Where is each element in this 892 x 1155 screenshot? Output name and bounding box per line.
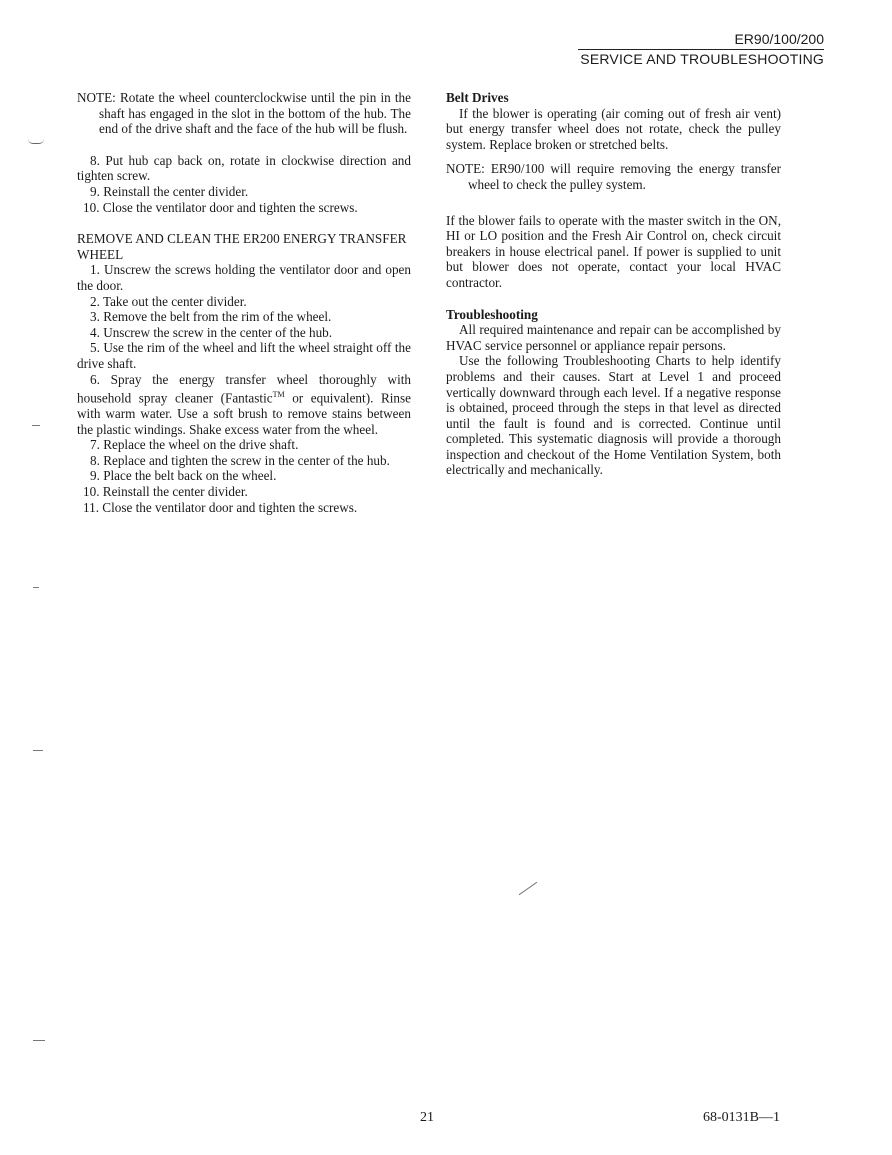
page-number: 21 — [420, 1110, 434, 1125]
step6-text-start: 6. Spray the energy transfer wheel thoroughly with household spray cleaner (Fantastic — [77, 371, 411, 406]
step-close-door: 10. Close the ventilator door and tighten the screws. — [83, 199, 358, 215]
paragraph-blower-fails: If the blower fails to operate with the master switch in the ON, HI or LO position and the Fresh Air Control on, check circuit breakers in house electrical panel. If power is supplied to unit but blower does not operate, contact your local HVAC contractor. — [446, 212, 781, 290]
step-list-item: 1. Unscrew the screws holding the ventilator door and open the door. — [77, 262, 411, 293]
step-list-item: 10. Reinstall the center divider. — [83, 484, 248, 500]
paragraph-belt-drives: If the blower is operating (air coming out of fresh air vent) but energy transfer wheel does not rotate, check the pulley system. Replace broken or stretched belts. — [446, 105, 781, 152]
trademark-symbol: TM — [272, 390, 285, 400]
scan-mark — [33, 1040, 45, 1041]
step-list-item: 2. Take out the center divider. — [90, 293, 247, 309]
header-model: ER90/100/200 — [734, 31, 824, 47]
step-list-item: 4. Unscrew the screw in the center of the hub. — [90, 324, 333, 340]
section-title-er200: REMOVE AND CLEAN THE ER200 ENERGY TRANSFER WHEEL — [77, 231, 407, 262]
step-spray-wheel — [77, 372, 411, 438]
step-list-item: 7. Replace the wheel on the drive shaft. — [90, 437, 299, 453]
scan-mark — [519, 882, 538, 895]
step6-text-end: or equivalent). Rinse with warm water. Use a soft brush to remove stains between the plastic windings. Shake excess water from the wheel. — [77, 390, 412, 437]
paragraph-service-personnel: All required maintenance and repair can be accomplished by HVAC service personnel or appliance repair persons. — [446, 322, 781, 353]
document-number: 68-0131B—1 — [703, 1110, 780, 1125]
paragraph-troubleshooting-charts: Use the following Troubleshooting Charts to help identify problems and their causes. Start at Level 1 and proceed vertically downward through each level. If a negative response is obtained, proceed through the steps in that level as directed until the fault is found and is corrected. Continue until completed. This systematic diagnosis will provide a thorough inspection and checkout of the Home Ventilation System, both electrically and mechanically. — [446, 353, 781, 478]
scan-mark — [33, 750, 43, 751]
step-hub-cap: 8. Put hub cap back on, rotate in clockwise direction and tighten screw. — [77, 152, 411, 184]
step-list-item: 5. Use the rim of the wheel and lift the wheel straight off the drive shaft. — [77, 340, 411, 371]
right-column — [446, 90, 781, 478]
scan-mark — [28, 139, 44, 144]
step-list-item: 9. Place the belt back on the wheel. — [90, 468, 277, 484]
heading-troubleshooting: Troubleshooting — [446, 306, 538, 322]
left-column — [77, 90, 411, 515]
header-rule — [578, 49, 824, 50]
step-reinstall-divider: 9. Reinstall the center divider. — [90, 183, 249, 199]
heading-belt-drives: Belt Drives — [446, 90, 509, 105]
step-list-item: 11. Close the ventilator door and tighten the screws. — [83, 499, 358, 515]
note-rotate-wheel: NOTE: Rotate the wheel counterclockwise until the pin in the shaft has engaged in the slot in the bottom of the hub. The end of the drive shaft and the face of the hub will be flush. — [77, 90, 411, 137]
header-section-title: SERVICE AND TROUBLESHOOTING — [580, 51, 824, 67]
step-list-item: 8. Replace and tighten the screw in the center of the hub. — [90, 452, 390, 468]
scan-mark — [33, 587, 39, 588]
page-header — [578, 30, 824, 68]
note-pulley-system: NOTE: ER90/100 will require removing the energy transfer wheel to check the pulley system. — [446, 161, 781, 192]
step-list-item: 3. Remove the belt from the rim of the wheel. — [90, 309, 332, 325]
scan-mark — [32, 425, 40, 426]
